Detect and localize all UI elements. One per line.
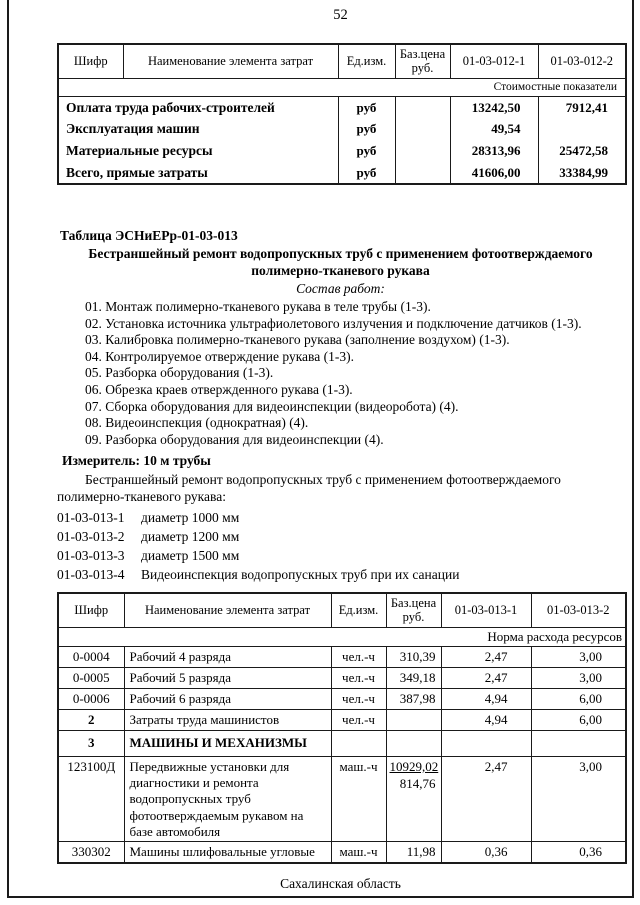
table-row [58, 842, 626, 863]
cell-unit: руб [338, 96, 395, 118]
table1-subheader-row [58, 78, 626, 96]
cell-unit: маш.-ч [331, 842, 386, 863]
works-list-label: Состав работ: [296, 281, 385, 296]
document-page [57, 0, 624, 892]
table-row [58, 118, 626, 140]
col-header-norm-013-1: 01-03-013-1 [441, 593, 531, 627]
cell-name: Рабочий 4 разряда [124, 646, 331, 667]
col-header-name: Наименование элемента затрат [124, 593, 331, 627]
table-row [58, 756, 626, 841]
cell-baseprice [386, 730, 441, 756]
norm-code: 01-03-013-2 [57, 529, 125, 545]
cell-unit: руб [338, 140, 395, 162]
cell-unit: руб [338, 162, 395, 184]
list-item [57, 546, 624, 565]
cell-value-1: 13242,50 [450, 96, 538, 118]
col-header-unit: Ед.изм. [338, 44, 395, 78]
baseprice-denominator: 814,76 [399, 775, 436, 791]
cell-baseprice [395, 118, 450, 140]
norm-desc: Видеоинспекция водопропускных труб при их санации [141, 567, 460, 583]
works-list-item: 03. Калибровка полимерно-тканевого рукава (заполнение воздухом) (1-3). [85, 332, 510, 348]
table2-subheader-row [58, 627, 626, 646]
cell-section-name: МАШИНЫ И МЕХАНИЗМЫ [124, 730, 331, 756]
cell-value-2: 6,00 [531, 709, 626, 730]
cell-baseprice [395, 162, 450, 184]
table1-subheader: Стоимостные показатели [58, 78, 626, 96]
col-header-norm-013-2: 01-03-013-2 [531, 593, 626, 627]
col-header-baseprice: Баз.цена руб. [395, 44, 450, 78]
cell-unit [331, 730, 386, 756]
norm-code: 01-03-013-3 [57, 548, 125, 564]
cell-value-1: 2,47 [441, 646, 531, 667]
cell-baseprice: 387,98 [386, 688, 441, 709]
cell-value-2: 3,00 [531, 667, 626, 688]
table-row [58, 140, 626, 162]
col-header-name: Наименование элемента затрат [123, 44, 338, 78]
cell-name: Машины шлифовальные угловые [124, 842, 331, 863]
works-list-item: 06. Обрезка краев отвержденного рукава (1-3). [85, 381, 353, 397]
cell-value-1: 28313,96 [450, 140, 538, 162]
norm-desc: диаметр 1200 мм [141, 529, 240, 545]
section-intro-paragraph: Бестраншейный ремонт водопропускных труб с применением фотоотверждаемого полимерно-тканевого рукава: [57, 472, 561, 505]
cell-unit: чел.-ч [331, 688, 386, 709]
table-section-row [58, 730, 626, 756]
list-item [57, 565, 624, 584]
col-header-code: Шифр [58, 44, 123, 78]
cell-unit: маш.-ч [331, 756, 386, 841]
norm-desc: диаметр 1500 мм [141, 548, 240, 564]
works-list-item: 09. Разборка оборудования для видеоинспекции (4). [85, 431, 384, 447]
table-row [58, 709, 626, 730]
table-row [58, 646, 626, 667]
norm-desc: диаметр 1000 мм [141, 510, 240, 526]
cell-baseprice [395, 140, 450, 162]
cell-value-1: 0,36 [441, 842, 531, 863]
works-list-item: 07. Сборка оборудования для видеоинспекции (видеоробота) (4). [85, 398, 459, 414]
col-header-norm-012-1: 01-03-012-1 [450, 44, 538, 78]
table2-header-row [58, 593, 626, 627]
page-number: 52 [333, 7, 348, 23]
section-title: Бестраншейный ремонт водопропускных труб с применением фотоотверждаемого полимерно-тканевого рукава [88, 246, 593, 279]
meter-label: Измеритель: 10 м трубы [62, 453, 211, 469]
cell-name: Материальные ресурсы [58, 140, 338, 162]
works-list-item: 01. Монтаж полимерно-тканевого рукава в теле трубы (1-3). [85, 299, 431, 314]
cell-value-2: 33384,99 [538, 162, 626, 184]
list-item [57, 508, 624, 527]
col-header-baseprice: Баз.цена руб. [386, 593, 441, 627]
cell-value-1: 49,54 [450, 118, 538, 140]
works-list-item: 02. Установка источника ультрафиолетового излучения и подключение датчиков (1-3). [85, 315, 582, 331]
cell-value-2: 25472,58 [538, 140, 626, 162]
cell-baseprice [395, 96, 450, 118]
cell-code: 123100Д [58, 756, 124, 841]
cell-name: Оплата труда рабочих-строителей [58, 96, 338, 118]
cell-code: 0-0005 [58, 667, 124, 688]
cell-unit: чел.-ч [331, 709, 386, 730]
cell-value-2 [531, 730, 626, 756]
cell-unit: чел.-ч [331, 667, 386, 688]
cell-value-1: 4,94 [441, 688, 531, 709]
cell-value-1: 41606,00 [450, 162, 538, 184]
cell-value-1: 2,47 [441, 756, 531, 841]
cell-baseprice: 11,98 [386, 842, 441, 863]
cell-name: Передвижные установки для диагностики и ремонта водопропускных труб фотоотверждаемым рукавом на базе автомобиля [124, 756, 331, 841]
cell-code: 0-0004 [58, 646, 124, 667]
cell-value-2: 7912,41 [538, 96, 626, 118]
cell-baseprice-fraction [386, 756, 441, 841]
table-row [58, 162, 626, 184]
works-list-item: 04. Контролируемое отверждение рукава (1-3). [85, 348, 354, 364]
cell-baseprice: 310,39 [386, 646, 441, 667]
list-item [57, 527, 624, 546]
resource-norms-table [57, 592, 627, 864]
works-list-item: 08. Видеоинспекция (однократная) (4). [85, 415, 309, 431]
table2-subheader: Норма расхода ресурсов [58, 627, 626, 646]
col-header-unit: Ед.изм. [331, 593, 386, 627]
norm-items-list [57, 508, 624, 584]
cell-value-2 [538, 118, 626, 140]
cost-indicators-table [57, 43, 627, 185]
cell-unit: чел.-ч [331, 646, 386, 667]
norm-code: 01-03-013-1 [57, 510, 125, 526]
cell-code: 0-0006 [58, 688, 124, 709]
table-row [58, 667, 626, 688]
cell-value-2: 0,36 [531, 842, 626, 863]
works-list [57, 299, 624, 448]
cell-unit: руб [338, 118, 395, 140]
cell-name: Эксплуатация машин [58, 118, 338, 140]
cell-name: Затраты труда машинистов [124, 709, 331, 730]
works-list-item: 05. Разборка оборудования (1-3). [85, 365, 274, 381]
table-reference-label: Таблица ЭСНиЕРр-01-03-013 [60, 228, 238, 244]
table1-header-row [58, 44, 626, 78]
cell-name: Всего, прямые затраты [58, 162, 338, 184]
col-header-code: Шифр [58, 593, 124, 627]
cell-value-2: 6,00 [531, 688, 626, 709]
cell-value-2: 3,00 [531, 646, 626, 667]
norm-code: 01-03-013-4 [57, 567, 125, 583]
cell-code: 3 [58, 730, 124, 756]
cell-value-1: 4,94 [441, 709, 531, 730]
table-row [58, 96, 626, 118]
table-row [58, 688, 626, 709]
cell-name: Рабочий 5 разряда [124, 667, 331, 688]
cell-value-1 [441, 730, 531, 756]
cell-baseprice: 349,18 [386, 667, 441, 688]
region-footer: Сахалинская область [280, 875, 401, 891]
cell-code: 330302 [58, 842, 124, 863]
cell-name: Рабочий 6 разряда [124, 688, 331, 709]
cell-code: 2 [58, 709, 124, 730]
cell-baseprice [386, 709, 441, 730]
cell-value-2: 3,00 [531, 756, 626, 841]
col-header-norm-012-2: 01-03-012-2 [538, 44, 626, 78]
cell-value-1: 2,47 [441, 667, 531, 688]
baseprice-numerator: 10929,02 [389, 758, 439, 774]
